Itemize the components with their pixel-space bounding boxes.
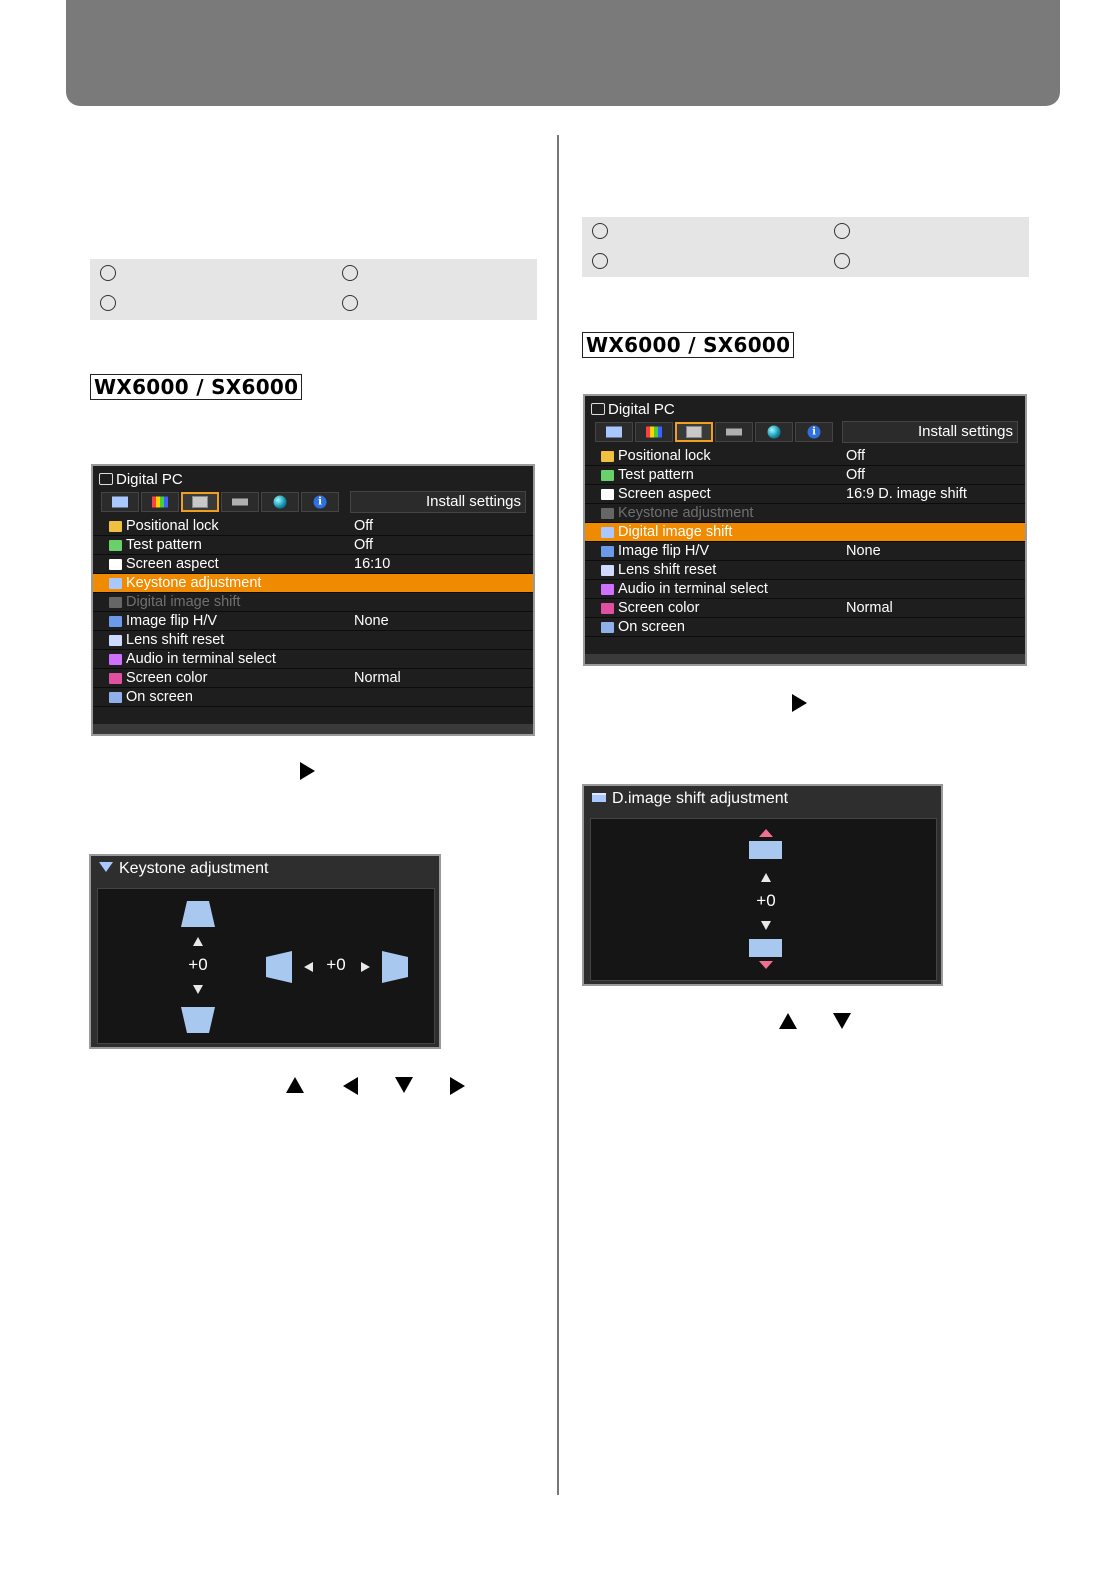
- keystone-icon: [601, 508, 614, 519]
- right-arrow-icon: [792, 694, 807, 712]
- osd-menu-list: [93, 517, 533, 707]
- globe-icon: [274, 496, 287, 509]
- menu-item-value: Normal: [354, 670, 401, 686]
- menu-item-label: Audio in terminal select: [618, 581, 768, 597]
- on-screen-icon: [109, 692, 122, 703]
- menu-item-label: Screen aspect: [126, 556, 219, 572]
- right-arrow-icon: [450, 1077, 465, 1095]
- image-shift-icon: [601, 527, 614, 538]
- keystone-left-trapezoid-icon: [266, 951, 292, 983]
- down-arrow-icon: [395, 1077, 413, 1093]
- menu-item-label: Test pattern: [618, 467, 694, 483]
- column-divider: [557, 135, 559, 1495]
- keystone-dialog: [89, 854, 441, 1049]
- image-flip-icon: [601, 546, 614, 557]
- shift-top-block-icon: [749, 841, 782, 859]
- osd-title: [99, 471, 183, 488]
- condition-box-right: [582, 217, 1029, 277]
- keystone-right-trapezoid-icon: [382, 951, 408, 983]
- up-arrow-icon: [779, 1013, 797, 1029]
- menu-item-label: Positional lock: [126, 518, 219, 534]
- color-bars-icon: [646, 427, 662, 438]
- menu-item[interactable]: [585, 618, 1025, 637]
- tab-system[interactable]: [715, 422, 753, 442]
- condition-circle: [592, 223, 608, 239]
- osd-menu-right: [583, 394, 1027, 666]
- osd-tabs: [101, 492, 341, 512]
- menu-item[interactable]: [93, 688, 533, 707]
- menu-item-value: Off: [846, 467, 866, 483]
- image-flip-icon: [109, 616, 122, 627]
- left-small-arrow-icon: [304, 962, 313, 972]
- osd-footer: [93, 724, 533, 734]
- lock-icon: [109, 521, 122, 532]
- menu-item-value: 16:10: [354, 556, 391, 572]
- menu-item[interactable]: [585, 466, 1025, 485]
- menu-item-label: Keystone adjustment: [618, 505, 754, 521]
- on-screen-icon: [601, 622, 614, 633]
- condition-box-left: [90, 259, 537, 320]
- menu-item-label: Lens shift reset: [126, 632, 225, 648]
- menu-item-label: Screen color: [126, 670, 208, 686]
- menu-item[interactable]: [93, 669, 533, 688]
- menu-item[interactable]: [585, 542, 1025, 561]
- lens-shift-icon: [109, 635, 122, 646]
- tab-system[interactable]: [221, 492, 259, 512]
- menu-item-label: Image flip H/V: [126, 613, 218, 629]
- tab-info[interactable]: [795, 422, 833, 442]
- tab-install-settings[interactable]: [181, 492, 219, 512]
- menu-item-label: Audio in terminal select: [126, 651, 276, 667]
- menu-item[interactable]: [93, 536, 533, 555]
- menu-item-value: None: [354, 613, 389, 629]
- menu-item[interactable]: [585, 485, 1025, 504]
- model-badge-left: WX6000 / SX6000: [90, 374, 302, 400]
- osd-tabs: [595, 422, 835, 442]
- right-arrow-icon: [300, 762, 315, 780]
- condition-circle: [342, 265, 358, 281]
- menu-item[interactable]: [93, 517, 533, 536]
- tab-title-label: Install settings: [350, 491, 526, 513]
- screen-icon: [112, 497, 128, 508]
- osd-title-text: Digital PC: [116, 471, 183, 488]
- menu-item-label: Lens shift reset: [618, 562, 717, 578]
- osd-title-text: Digital PC: [608, 401, 675, 418]
- menu-item-label: Test pattern: [126, 537, 202, 553]
- shift-bottom-block-icon: [749, 939, 782, 957]
- menu-item-label: Digital image shift: [126, 594, 241, 610]
- screen-color-icon: [109, 673, 122, 684]
- shift-down-pink-arrow-icon: [759, 961, 773, 969]
- dialog-body: [590, 818, 937, 981]
- page-header-bar: [66, 0, 1060, 106]
- tab-info[interactable]: [301, 492, 339, 512]
- image-shift-icon: [109, 597, 122, 608]
- lens-shift-icon: [601, 565, 614, 576]
- system-icon: [726, 429, 742, 436]
- install-icon: [686, 426, 702, 438]
- osd-menu-left: [91, 464, 535, 736]
- info-icon: i: [314, 496, 327, 509]
- tab-network[interactable]: [261, 492, 299, 512]
- keystone-horizontal-value: +0: [326, 955, 346, 974]
- menu-item-value: Off: [354, 537, 374, 553]
- down-small-arrow-icon: [761, 921, 771, 930]
- menu-item-label: Screen aspect: [618, 486, 711, 502]
- left-arrow-icon: [343, 1077, 358, 1095]
- tab-image-adjust[interactable]: [595, 422, 633, 442]
- up-arrow-icon: [286, 1077, 304, 1093]
- condition-circle: [834, 223, 850, 239]
- model-badge-right: WX6000 / SX6000: [582, 332, 794, 358]
- menu-item[interactable]: [585, 447, 1025, 466]
- keystone-bottom-trapezoid-icon: [181, 1007, 215, 1033]
- globe-icon: [768, 426, 781, 439]
- tab-image-adjust[interactable]: [101, 492, 139, 512]
- tab-install-settings[interactable]: [675, 422, 713, 442]
- menu-item[interactable]: [93, 612, 533, 631]
- menu-item[interactable]: [585, 599, 1025, 618]
- dialog-title: [99, 860, 268, 878]
- up-small-arrow-icon: [193, 937, 203, 946]
- dialog-title: [592, 790, 788, 808]
- tab-network[interactable]: [755, 422, 793, 442]
- menu-item[interactable]: [585, 580, 1025, 599]
- image-shift-value: +0: [756, 891, 776, 910]
- condition-circle: [592, 253, 608, 269]
- up-small-arrow-icon: [761, 873, 771, 882]
- menu-item[interactable]: [93, 650, 533, 669]
- keystone-icon: [109, 578, 122, 589]
- dialog-body: [97, 888, 435, 1044]
- shift-up-pink-arrow-icon: [759, 829, 773, 837]
- menu-item-value: None: [846, 543, 881, 559]
- condition-circle: [834, 253, 850, 269]
- keystone-icon: [99, 862, 113, 872]
- screen-aspect-icon: [601, 489, 614, 500]
- menu-item-label: Image flip H/V: [618, 543, 710, 559]
- menu-item[interactable]: [585, 561, 1025, 580]
- menu-item-label: Digital image shift: [618, 524, 733, 540]
- tab-title-label: Install settings: [842, 421, 1018, 443]
- menu-item-label: Screen color: [618, 600, 700, 616]
- menu-item[interactable]: [93, 593, 533, 612]
- screen-aspect-icon: [109, 559, 122, 570]
- menu-item-label: On screen: [126, 689, 193, 705]
- menu-item-value: 16:9 D. image shift: [846, 486, 967, 502]
- color-bars-icon: [152, 497, 168, 508]
- input-source-icon: [591, 403, 605, 415]
- image-shift-icon: [592, 793, 606, 802]
- test-pattern-icon: [601, 470, 614, 481]
- osd-title: [591, 401, 675, 418]
- tab-color[interactable]: [141, 492, 179, 512]
- install-icon: [192, 496, 208, 508]
- audio-icon: [601, 584, 614, 595]
- menu-item-value: Off: [354, 518, 374, 534]
- menu-item-value: Off: [846, 448, 866, 464]
- menu-item[interactable]: [585, 523, 1025, 542]
- dialog-title-text: Keystone adjustment: [119, 860, 269, 877]
- down-small-arrow-icon: [193, 985, 203, 994]
- menu-item[interactable]: [93, 555, 533, 574]
- system-icon: [232, 499, 248, 506]
- test-pattern-icon: [109, 540, 122, 551]
- menu-item[interactable]: [585, 504, 1025, 523]
- menu-item-value: Normal: [846, 600, 893, 616]
- down-arrow-icon: [833, 1013, 851, 1029]
- menu-item-label: Keystone adjustment: [126, 575, 262, 591]
- keystone-vertical-value: +0: [188, 955, 208, 974]
- menu-item[interactable]: [93, 631, 533, 650]
- input-source-icon: [99, 473, 113, 485]
- menu-item-label: On screen: [618, 619, 685, 635]
- condition-circle: [342, 295, 358, 311]
- lock-icon: [601, 451, 614, 462]
- keystone-top-trapezoid-icon: [181, 901, 215, 927]
- osd-footer: [585, 654, 1025, 664]
- osd-menu-list: [585, 447, 1025, 637]
- dialog-title-text: D.image shift adjustment: [612, 790, 789, 807]
- screen-icon: [606, 427, 622, 438]
- audio-icon: [109, 654, 122, 665]
- screen-color-icon: [601, 603, 614, 614]
- menu-item-label: Positional lock: [618, 448, 711, 464]
- condition-circle: [100, 265, 116, 281]
- image-shift-dialog: [582, 784, 943, 986]
- tab-color[interactable]: [635, 422, 673, 442]
- menu-item[interactable]: [93, 574, 533, 593]
- condition-circle: [100, 295, 116, 311]
- info-icon: i: [808, 426, 821, 439]
- right-small-arrow-icon: [361, 962, 370, 972]
